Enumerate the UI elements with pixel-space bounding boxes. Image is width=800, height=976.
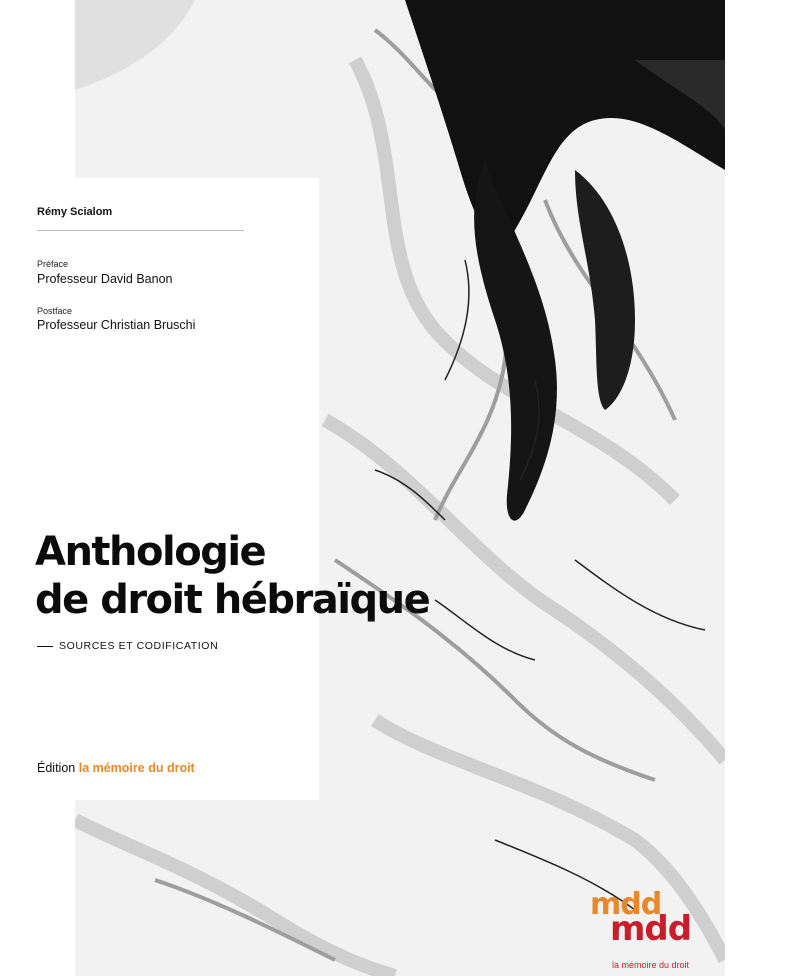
logo-mark-orange: mdd (590, 887, 662, 922)
preface-label: Préface (37, 259, 69, 269)
author-name: Rémy Scialom (37, 206, 113, 218)
author-divider (37, 230, 244, 231)
logo-wordmark: la mémoire du droit (612, 960, 690, 970)
title-line-1: Anthologie (35, 529, 266, 575)
publisher-name: la mémoire du droit (78, 761, 195, 775)
preface-author: Professeur David Banon (37, 272, 173, 286)
book-title (35, 528, 505, 624)
edition-line (37, 761, 195, 775)
postface-label: Postface (37, 306, 73, 316)
subtitle-text: SOURCES ET CODIFICATION (59, 640, 219, 652)
subtitle-dash (37, 646, 53, 647)
book-cover (75, 0, 725, 976)
edition-prefix: Édition (37, 761, 76, 775)
logo-mark-red: mdd (610, 909, 692, 949)
title-line-2: de droit hébraïque (35, 577, 430, 623)
postface-author: Professeur Christian Bruschi (37, 318, 196, 332)
book-subtitle (37, 640, 218, 652)
publisher-logo (590, 888, 726, 976)
